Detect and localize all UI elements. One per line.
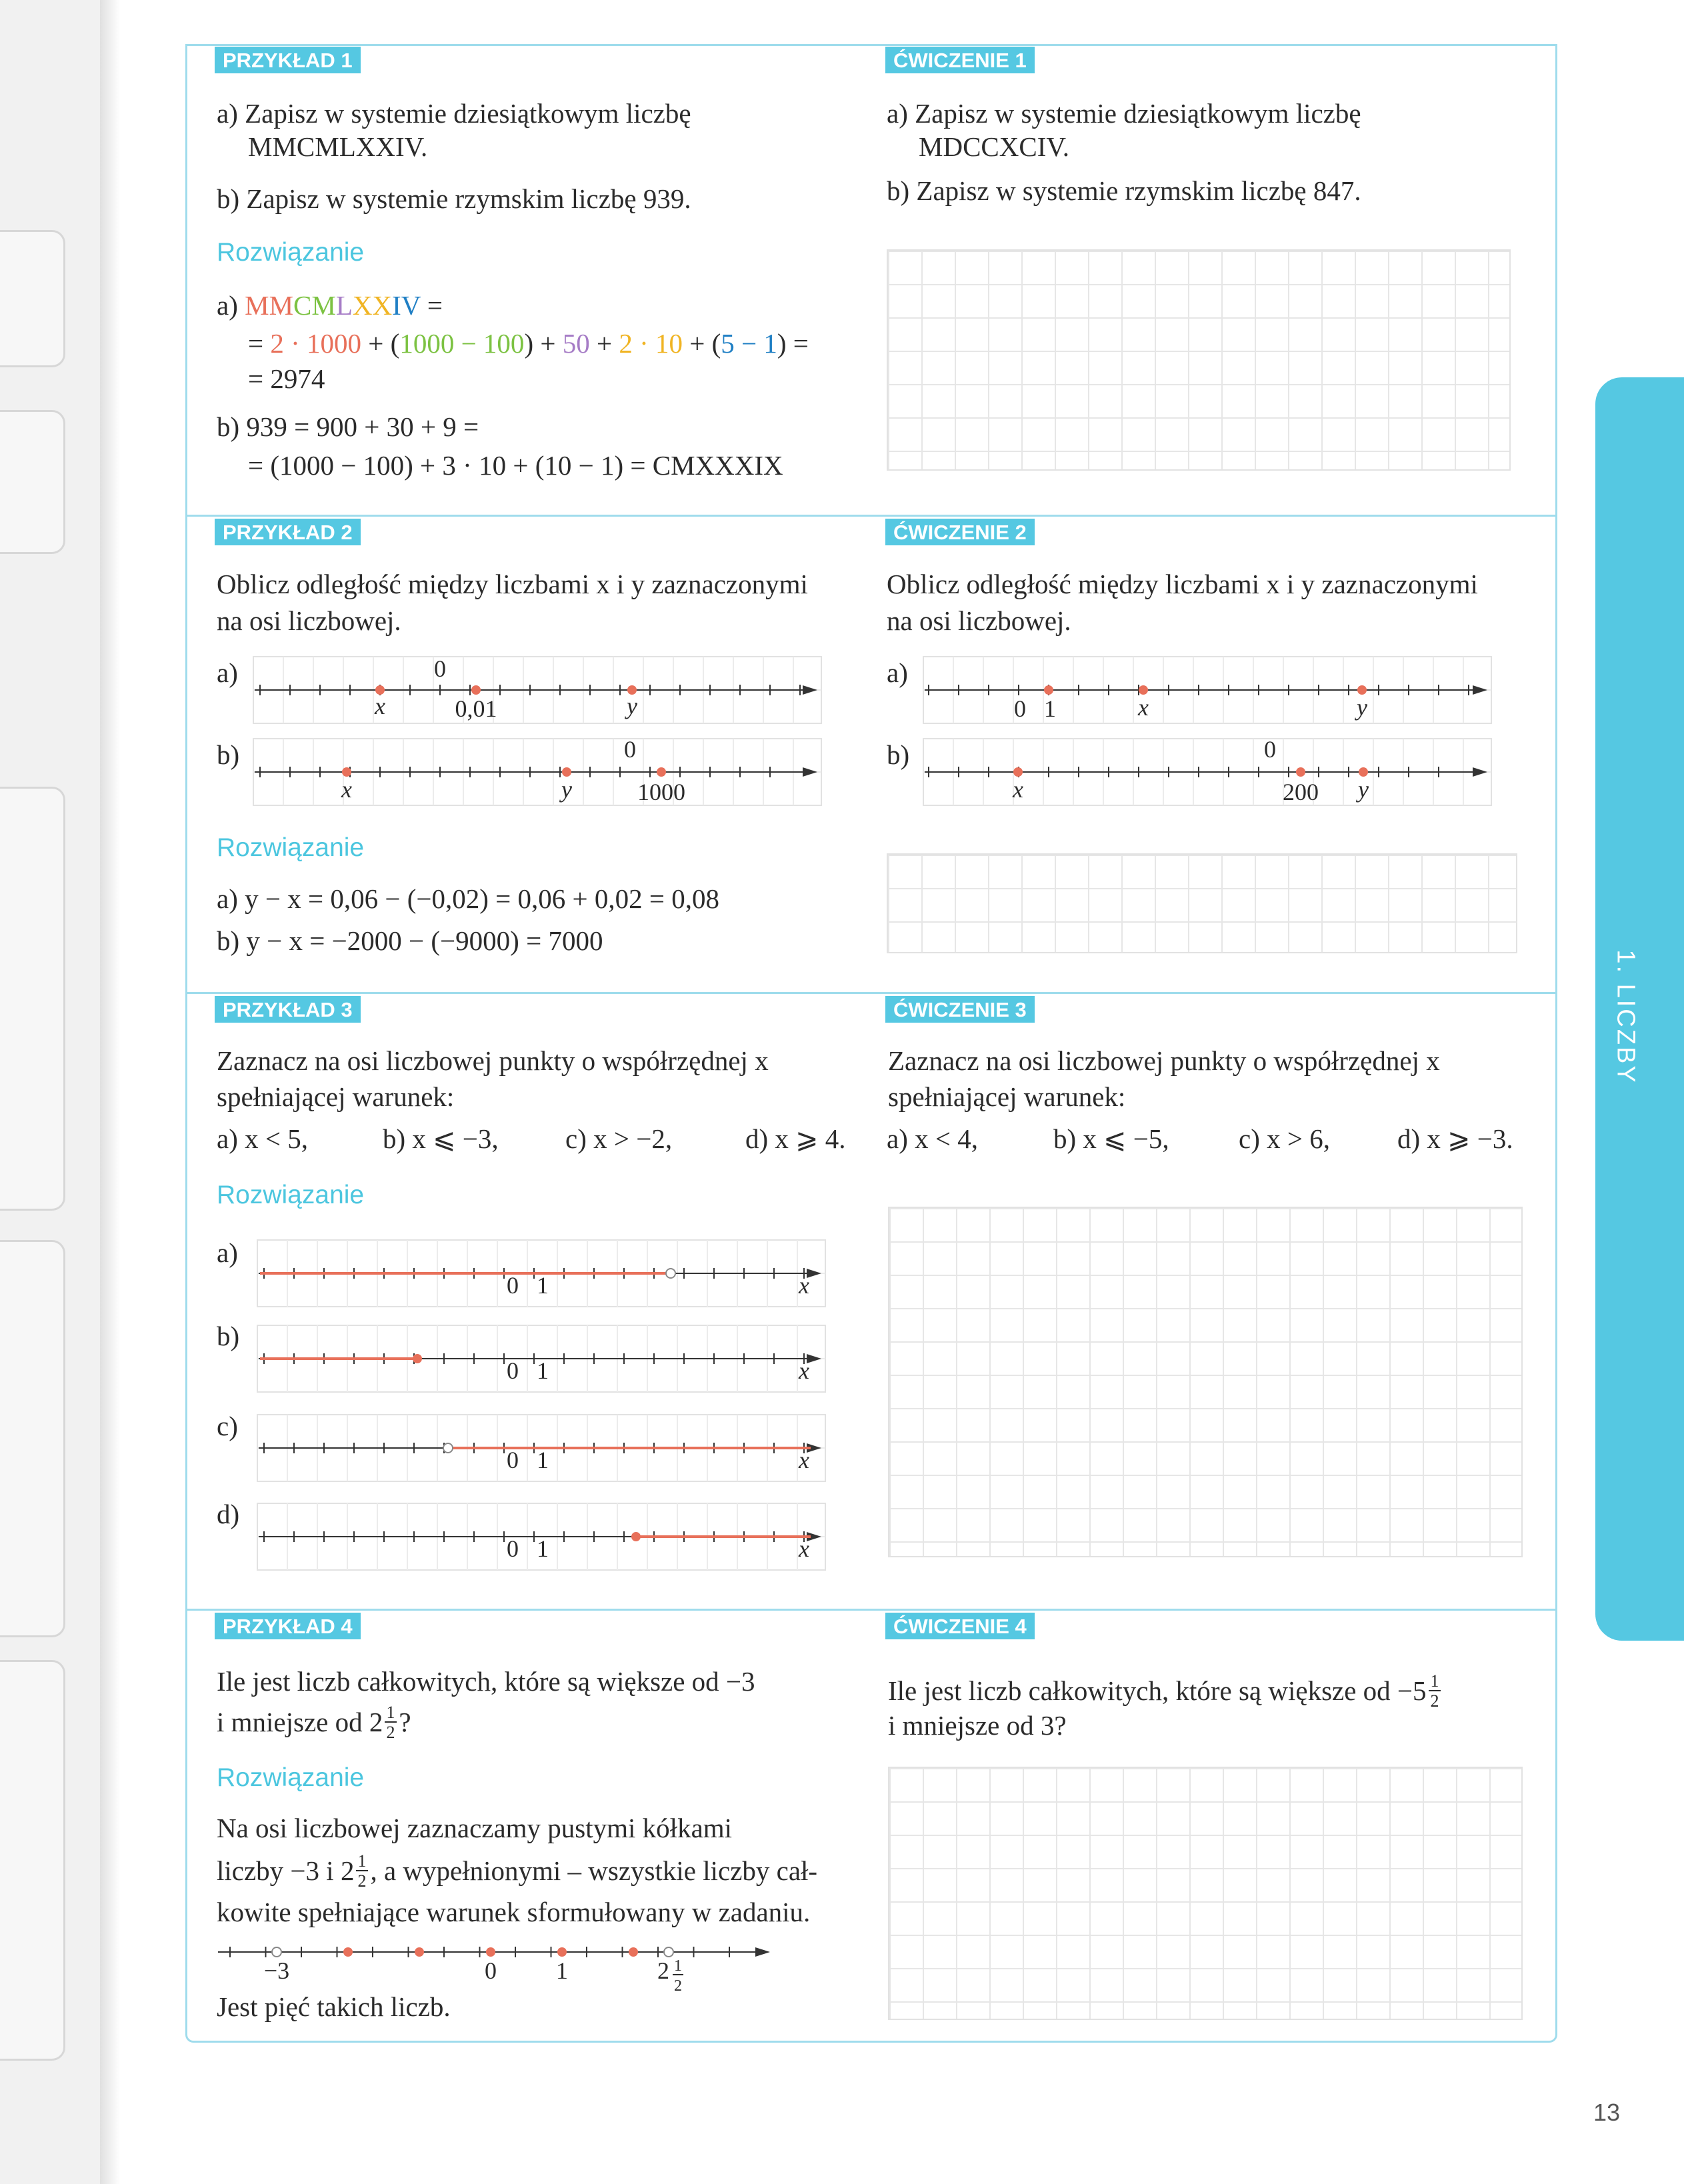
example-tag: PRZYKŁAD 3 (215, 996, 361, 1023)
axis-arrow (803, 685, 817, 695)
tick-label-zero: 0 (507, 1357, 519, 1384)
point-y (1357, 685, 1367, 695)
ghost-box (0, 1660, 65, 2061)
solution-heading: Rozwiązanie (217, 833, 365, 862)
solution-line: = 2 · 1000 + (1000 − 100) + 50 + 2 · 10 + (5 − 1) = (248, 328, 809, 359)
point-unit (657, 767, 666, 777)
axis-arrow (1473, 767, 1487, 777)
page-gutter-shadow (100, 0, 120, 2184)
tick-label-x: x (341, 776, 352, 803)
condition: a) x < 5, (217, 1123, 308, 1154)
frac-den: 2 (674, 1977, 682, 1995)
tick-label-y: y (1358, 776, 1369, 803)
task-text: a) Zapisz w systemie dziesiątkowym liczbę (887, 98, 1361, 129)
open-point (666, 1269, 675, 1278)
fraction-half (1427, 1672, 1443, 1709)
tick-label-zero: 0 (624, 736, 636, 763)
solution-line: a) MMCMLXXIV = (217, 290, 443, 321)
tick-label-y: y (1357, 694, 1367, 721)
svg-text:1: 1 (357, 1852, 367, 1871)
axis-arrow (755, 1947, 770, 1957)
open-point (272, 1947, 281, 1957)
section-divider (185, 992, 1557, 994)
section-divider (185, 515, 1557, 517)
page-number: 13 (1593, 2099, 1621, 2126)
ghost-box (0, 230, 65, 367)
open-point (664, 1947, 673, 1957)
tick-label-unit: 0,01 (455, 695, 497, 722)
tick-label: 2 (657, 1957, 669, 1984)
solution-heading: Rozwiązanie (217, 238, 365, 267)
part-label: a) (217, 657, 238, 688)
fraction-half (354, 1852, 370, 1889)
part-label: d) (217, 1499, 240, 1529)
task-text: Ile jest liczb całkowitych, które są większe od −3 (217, 1666, 755, 1697)
integer-point (486, 1947, 495, 1957)
axis-arrow (1473, 685, 1487, 695)
frac-num: 1 (674, 1957, 682, 1975)
integer-point (415, 1947, 424, 1957)
integer-point (629, 1947, 638, 1957)
tick-label-zero: 0 (434, 655, 446, 682)
tick-label-zero: 0 (507, 1447, 519, 1473)
tick-label-zero: 0 (507, 1535, 519, 1562)
task-text: b) Zapisz w systemie rzymskim liczbę 847. (887, 175, 1361, 206)
task-text: Ile jest liczb całkowitych, które są większe od −5 1 2 (888, 1672, 1443, 1709)
solution-line: liczby −3 i 2 1 2 , a wypełnionymi – wszystkie liczby cał- (217, 1852, 818, 1889)
tick-label-one: 1 (537, 1535, 549, 1562)
exercise-tag: ĆWICZENIE 1 (885, 47, 1035, 73)
svg-text:2: 2 (1430, 1691, 1439, 1709)
solution-line: = (1000 − 100) + 3 · 10 + (10 − 1) = CMXXXIX (248, 450, 783, 481)
answer-text: Jest pięć takich liczb. (217, 1991, 451, 2022)
task-text: MMCMLXXIV. (248, 131, 428, 162)
number-line-cw2-b (923, 736, 1491, 805)
part-label: b) (217, 739, 240, 770)
condition: b) x ⩽ −3, (383, 1123, 499, 1154)
tick-label-y: y (627, 693, 637, 719)
task-text: Oblicz odległość między liczbami x i y zaznaczonymi (887, 569, 1478, 599)
tick-label-unit: 200 (1283, 779, 1319, 805)
number-line-ex2-a (253, 657, 821, 723)
number-line-cw2-a (923, 657, 1491, 723)
example-tag: PRZYKŁAD 2 (215, 519, 361, 545)
svg-text:1: 1 (386, 1703, 395, 1722)
section-divider (185, 1609, 1557, 1611)
axis-var: x (799, 1357, 809, 1384)
point-x (1139, 685, 1148, 695)
solution-line: a) y − x = 0,06 − (−0,02) = 0,06 + 0,02 = 0,08 (217, 883, 720, 914)
number-line-ex3-d (257, 1503, 825, 1570)
number-line-ex2-b (253, 736, 821, 805)
point-one (1044, 685, 1053, 695)
answer-grid[interactable] (887, 249, 1511, 471)
condition: c) x > 6, (1239, 1123, 1330, 1154)
point-y (1359, 767, 1368, 777)
condition: b) x ⩽ −5, (1053, 1123, 1169, 1154)
chapter-tab-label: 1. LICZBY (1611, 949, 1640, 1085)
task-text: MDCCXCIV. (919, 131, 1069, 162)
point-x (342, 767, 351, 777)
closed-point (413, 1354, 422, 1363)
tick-label: 0 (485, 1957, 497, 1984)
task-text: Oblicz odległość między liczbami x i y zaznaczonymi (217, 569, 808, 599)
solution-line: b) 939 = 900 + 30 + 9 = (217, 411, 479, 442)
axis-var: x (799, 1447, 809, 1473)
tick-label-one: 1 (1044, 695, 1056, 722)
answer-grid[interactable] (888, 1767, 1523, 2020)
exercise-tag: ĆWICZENIE 2 (885, 519, 1035, 545)
task-text: na osi liczbowej. (217, 605, 401, 636)
condition: c) x > −2, (565, 1123, 673, 1154)
part-label: b) (217, 1321, 240, 1351)
point-unit (1296, 767, 1305, 777)
solution-line: b) y − x = −2000 − (−9000) = 7000 (217, 925, 603, 956)
task-text: na osi liczbowej. (887, 605, 1071, 636)
axis-var: x (799, 1535, 809, 1562)
tick-label-zero: 0 (1014, 695, 1026, 722)
tick-label-one: 1 (537, 1357, 549, 1384)
open-point (443, 1443, 453, 1453)
part-label: b) (887, 739, 910, 770)
fraction-half (383, 1703, 399, 1741)
tick-label: 1 (556, 1957, 568, 1984)
ghost-box (0, 1240, 65, 1637)
part-label: a) (217, 1237, 238, 1268)
tick-label-one: 1 (537, 1447, 549, 1473)
tick-label-x: x (1013, 776, 1023, 803)
example-tag: PRZYKŁAD 4 (215, 1613, 361, 1639)
solution-line: kowite spełniające warunek sformułowany w zadaniu. (217, 1897, 811, 1927)
task-text: a) Zapisz w systemie dziesiątkowym liczbę (217, 98, 691, 129)
solution-heading: Rozwiązanie (217, 1181, 365, 1209)
tick-label-x: x (1138, 694, 1149, 721)
condition: a) x < 4, (887, 1123, 978, 1154)
axis-var: x (799, 1272, 809, 1299)
task-text: Zaznacz na osi liczbowej punkty o współrzędnej x (888, 1045, 1440, 1076)
task-text: b) Zapisz w systemie rzymskim liczbę 939. (217, 183, 691, 214)
axis-arrow (803, 767, 817, 777)
svg-text:2: 2 (357, 1871, 367, 1889)
tick-label: −3 (263, 1957, 290, 1984)
tick-label-zero: 0 (507, 1272, 519, 1299)
point-unit (471, 685, 481, 695)
exercise-tag: ĆWICZENIE 3 (885, 996, 1035, 1023)
number-line-ex3-c (257, 1415, 825, 1481)
task-text: Zaznacz na osi liczbowej punkty o współrzędnej x (217, 1045, 769, 1076)
solution-line: = 2974 (248, 363, 325, 394)
task-text: spełniającej warunek: (217, 1081, 455, 1112)
condition: d) x ⩾ 4. (745, 1123, 846, 1154)
integer-point (557, 1947, 567, 1957)
solution-heading: Rozwiązanie (217, 1763, 365, 1792)
answer-grid[interactable] (888, 1207, 1523, 1557)
task-text: spełniającej warunek: (888, 1081, 1126, 1112)
exercise-tag: ĆWICZENIE 4 (885, 1613, 1035, 1639)
answer-grid[interactable] (887, 853, 1517, 953)
ghost-box (0, 787, 65, 1211)
svg-text:2: 2 (386, 1723, 395, 1741)
example-tag: PRZYKŁAD 1 (215, 47, 361, 73)
tick-label-y: y (561, 776, 572, 803)
integer-point (343, 1947, 353, 1957)
part-label: c) (217, 1411, 238, 1441)
svg-text:1: 1 (1430, 1672, 1439, 1691)
ghost-box (0, 410, 65, 554)
tick-label-one: 1 (537, 1272, 549, 1299)
closed-point (631, 1532, 641, 1541)
task-text: i mniejsze od 2 1 2 ? (217, 1703, 411, 1741)
tick-label-x: x (375, 693, 385, 719)
condition: d) x ⩾ −3. (1397, 1123, 1513, 1154)
part-label: a) (887, 657, 908, 688)
solution-line: Na osi liczbowej zaznaczamy pustymi kółkami (217, 1813, 733, 1843)
point-y (562, 767, 571, 777)
number-line-ex3-a (257, 1240, 825, 1307)
point-x (1013, 767, 1023, 777)
number-line-ex3-b (257, 1325, 825, 1392)
task-text: i mniejsze od 3? (888, 1710, 1067, 1741)
tick-label-unit: 1000 (637, 779, 685, 805)
tick-label-zero: 0 (1264, 736, 1276, 763)
